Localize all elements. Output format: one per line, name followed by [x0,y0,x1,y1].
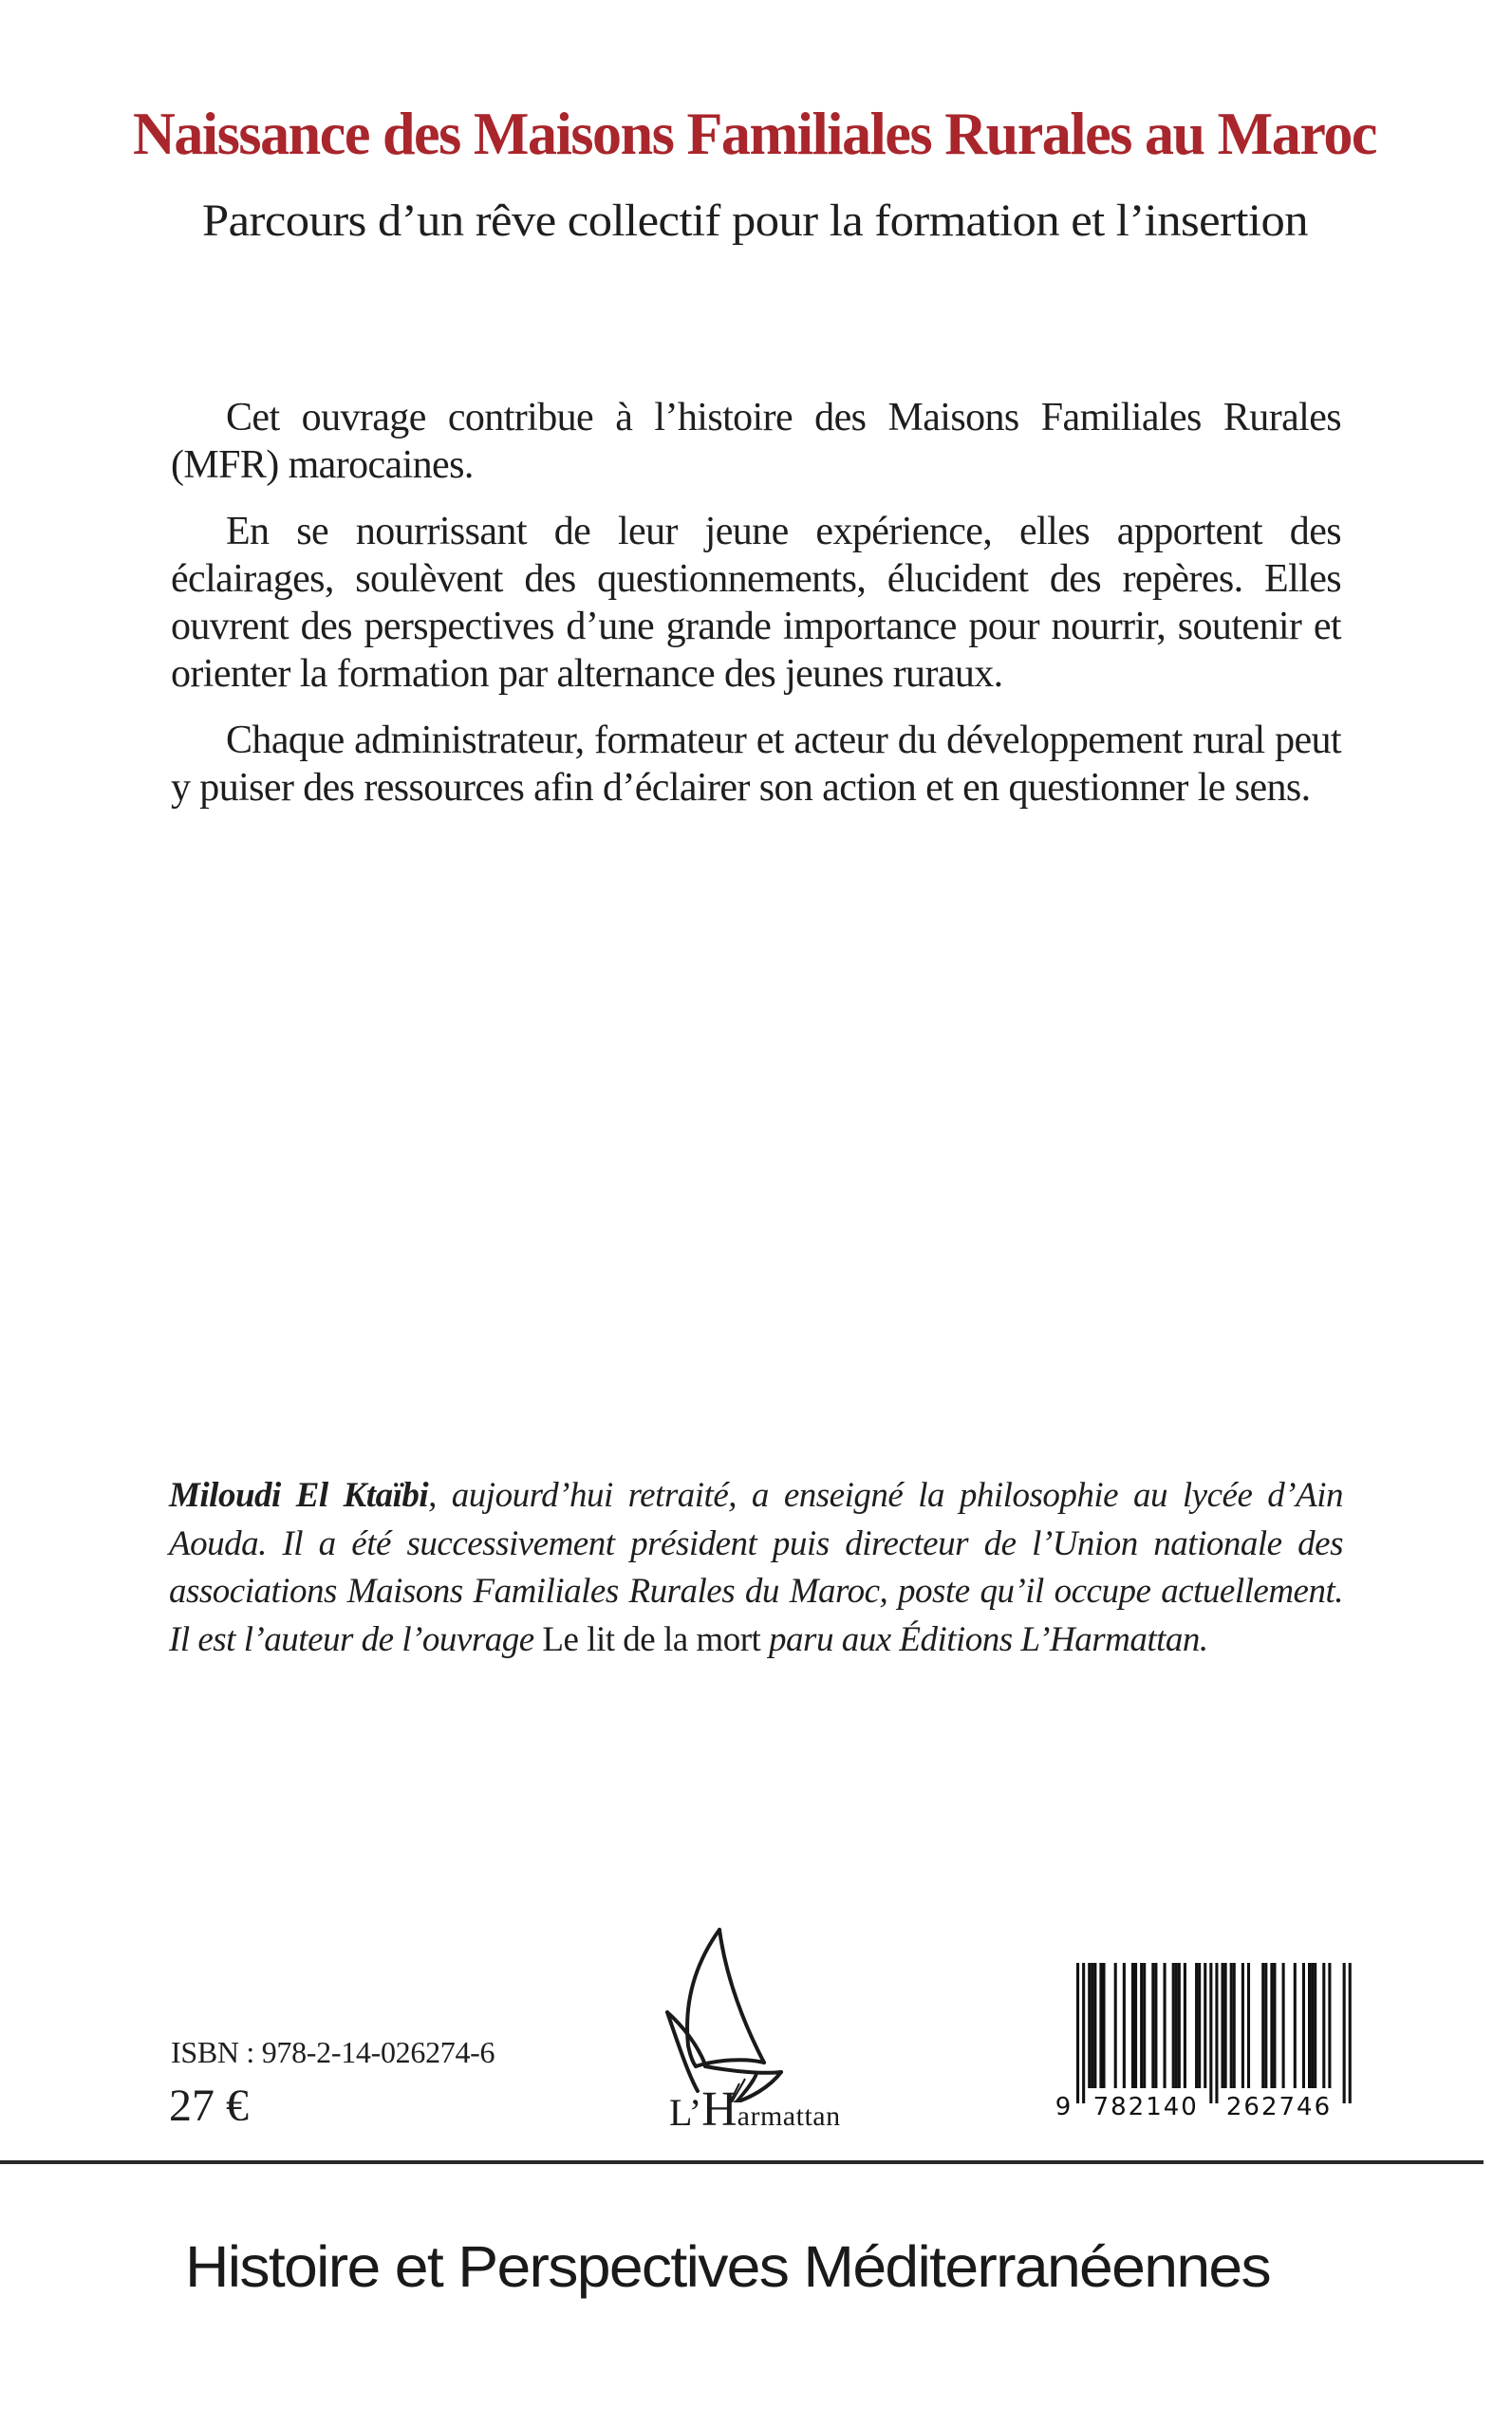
barcode-bar [1198,1963,1201,2088]
barcode-bar [1247,1963,1250,2088]
barcode-bar [1282,1963,1285,2088]
barcode-digits: 262746 [1225,2093,1333,2121]
barcode-bar [1195,1963,1198,2088]
barcode-bar [1215,1963,1218,2103]
book-subtitle: Parcours d’un rêve collectif pour la formation et l’insertion [202,196,1308,246]
barcode-bar [1154,1963,1157,2088]
barcode-bar [1230,1963,1233,2088]
barcode-bar [1328,1963,1331,2088]
series-name: Histoire et Perspectives Méditerranéennes [185,2234,1270,2299]
isbn-barcode [1052,1961,1355,2122]
publisher-name: L’Harmattan [669,2082,841,2137]
barcode-bar [1273,1963,1276,2088]
barcode-bar [1172,1963,1175,2088]
barcode-bar [1140,1963,1143,2088]
horizontal-rule [0,2160,1484,2164]
barcode-bar [1224,1963,1227,2088]
barcode-bar [1143,1963,1146,2088]
barcode-bar [1308,1963,1311,2088]
author-bio-text-end: paru aux Éditions L’Harmattan. [760,1619,1208,1659]
barcode-bar [1241,1963,1244,2088]
barcode-bar [1102,1963,1105,2088]
barcode-digits: 9 [1055,2093,1072,2121]
isbn-label: ISBN : 978-2-14-026274-6 [171,2035,495,2069]
barcode-bar [1302,1963,1305,2088]
blurb-paragraph: Cet ouvrage contribue à l’histoire des Maisons Familiales Rurales (MFR) marocaines. [171,396,1341,487]
barcode-bar [1270,1963,1273,2088]
barcode-bar [1082,1963,1085,2103]
publisher-logo [660,1922,859,2137]
barcode-bar [1294,1963,1297,2088]
book-title: Naissance des Maisons Familiales Rurales au Maroc [133,100,1376,167]
blurb-paragraph: En se nourrissant de leur jeune expérience, elles apportent des éclairages, soulèvent des questionnements, élucident des repères. Elles ouvrent des perspectives d’une grande importance pour nourrir, soutenir et orienter la formation par alternance des jeunes ruraux. [171,510,1341,696]
barcode-bar [1209,1963,1212,2103]
barcode-digits: 782140 [1092,2093,1199,2121]
barcode-bar [1131,1963,1134,2088]
barcode-bar [1114,1963,1117,2088]
barcode-bar [1178,1963,1181,2088]
barcode-bar [1314,1963,1316,2088]
author-name: Miloudi El Ktaïbi [169,1476,429,1515]
barcode-bar [1184,1963,1186,2088]
barcode-bar [1349,1963,1352,2103]
barcode-bar [1311,1963,1314,2088]
barcode-bar [1222,1963,1224,2088]
barcode-bar [1123,1963,1126,2088]
barcode-bar [1233,1963,1236,2088]
barcode-bar [1204,1963,1206,2088]
barcode-bar [1151,1963,1154,2088]
price: 27 € [169,2081,249,2131]
barcode-bar [1091,1963,1093,2088]
other-book-title: Le lit de la mort [542,1619,761,1659]
barcode-bar [1088,1963,1091,2088]
barcode-bar [1076,1963,1079,2103]
barcode-bar [1093,1963,1096,2088]
blurb-paragraph: Chaque administrateur, formateur et acteur du développement rural peut y puiser des ressources afin d’éclairer son action et en questionner le sens. [171,719,1341,810]
barcode-bar [1261,1963,1264,2088]
blurb [171,394,1341,831]
sailboat-icon [660,1922,859,2102]
barcode-bar [1134,1963,1137,2088]
barcode-bar [1175,1963,1178,2088]
barcode-bar [1099,1963,1102,2088]
author-bio-text: , aujourd’hui retraité, a enseigné la philosophie au lycée d’Ain Aouda. Il a été successivement président puis directeur de l’Union nationale des associations Maisons Familiales Rurales du Maroc, poste qu’il occupe actuellement. Il est l’auteur de l’ouvrage [169,1476,1343,1659]
barcode-bar [1343,1963,1346,2103]
author-bio [169,1472,1343,1664]
barcode-bar [1322,1963,1325,2088]
barcode-bar [1264,1963,1267,2088]
barcode-bar [1164,1963,1167,2088]
